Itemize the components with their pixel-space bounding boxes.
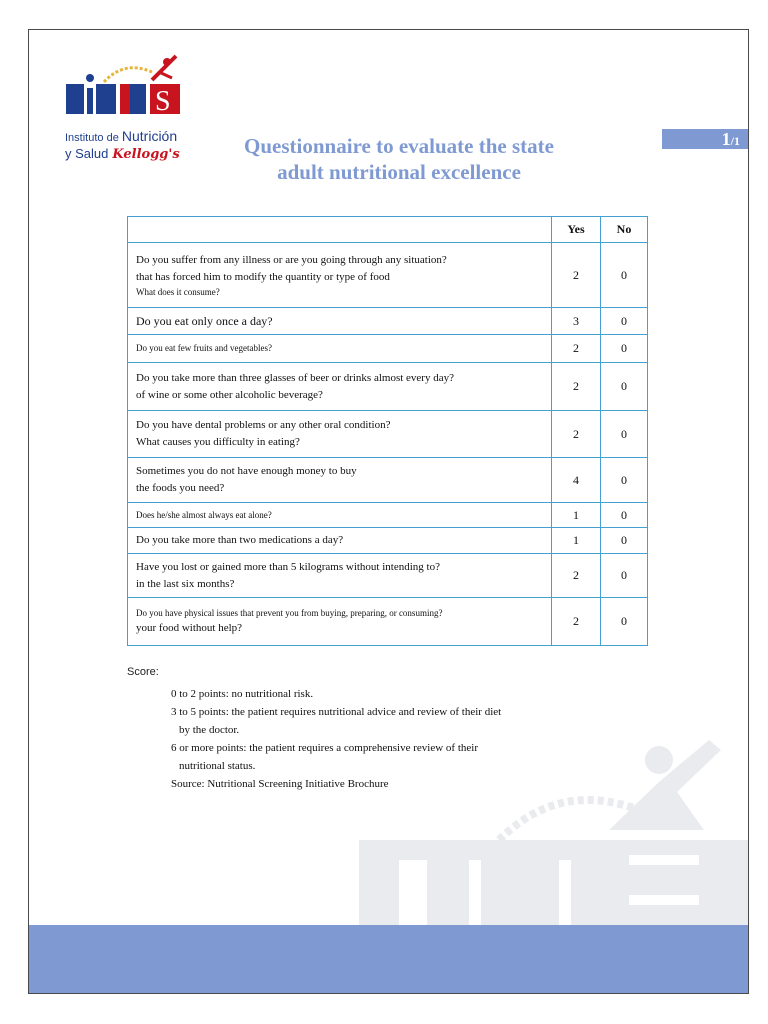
table-row	[128, 243, 648, 308]
table-row	[128, 598, 648, 646]
no-score: 0	[601, 243, 648, 308]
table-row	[128, 308, 648, 335]
score-item-1: 0 to 2 points: no nutritional risk.	[171, 688, 314, 700]
no-score: 0	[601, 411, 648, 458]
score-source: Source: Nutritional Screening Initiative Brochure	[171, 778, 389, 790]
score-item-2-cont: by the doctor.	[179, 724, 240, 736]
ins-logo	[64, 50, 204, 160]
yes-score: 1	[552, 528, 601, 554]
header-no: No	[601, 217, 648, 243]
no-score: 0	[601, 598, 648, 646]
no-score: 0	[601, 458, 648, 503]
table-row	[128, 554, 648, 598]
no-score: 0	[601, 554, 648, 598]
no-score: 0	[601, 335, 648, 363]
yes-score: 2	[552, 411, 601, 458]
no-score: 0	[601, 528, 648, 554]
yes-score: 3	[552, 308, 601, 335]
header-question	[128, 217, 552, 243]
questionnaire-table	[127, 216, 648, 646]
question-cell: Have you lost or gained more than 5 kilograms without intending to? in the last six months?	[128, 554, 552, 598]
yes-score: 2	[552, 363, 601, 411]
score-label: Score:	[127, 666, 159, 678]
no-score: 0	[601, 503, 648, 528]
ins-logo-mark	[64, 50, 184, 125]
yes-score: 4	[552, 458, 601, 503]
header-yes: Yes	[552, 217, 601, 243]
score-item-3-cont: nutritional status.	[179, 760, 256, 772]
question-cell: Do you eat only once a day?	[128, 308, 552, 335]
logo-institute-name-2: y Salud Kellogg's	[65, 146, 180, 162]
yes-score: 2	[552, 598, 601, 646]
table-row	[128, 528, 648, 554]
table-header-row	[128, 217, 648, 243]
no-score: 0	[601, 308, 648, 335]
question-cell: Does he/she almost always eat alone?	[128, 503, 552, 528]
question-cell: Do you have physical issues that prevent you from buying, preparing, or consuming? your food without help?	[128, 598, 552, 646]
table-row	[128, 335, 648, 363]
score-item-3: 6 or more points: the patient requires a comprehensive review of their	[171, 742, 478, 754]
logo-institute-name: Instituto de Nutrición	[65, 128, 178, 144]
svg-text:S: S	[155, 86, 171, 117]
footer-band	[29, 925, 748, 993]
title-line-1: Questionnaire to evaluate the state	[244, 134, 554, 158]
document-page	[28, 29, 749, 994]
yes-score: 1	[552, 503, 601, 528]
table-row	[128, 411, 648, 458]
yes-score: 2	[552, 554, 601, 598]
yes-score: 2	[552, 335, 601, 363]
question-cell: Sometimes you do not have enough money to buy the foods you need?	[128, 458, 552, 503]
kelloggs-logo: Kellogg's	[112, 147, 180, 162]
ins-watermark-logo	[359, 720, 749, 940]
score-item-2: 3 to 5 points: the patient requires nutritional advice and review of their diet	[171, 706, 502, 718]
table-row	[128, 503, 648, 528]
page-title	[219, 133, 579, 185]
title-line-2: adult nutritional excellence	[277, 160, 521, 184]
page-number-badge: 1/1	[662, 129, 748, 149]
question-cell: Do you suffer from any illness or are you going through any situation? that has forced him to modify the quantity or type of food What does it consume?	[128, 243, 552, 308]
question-cell: Do you eat few fruits and vegetables?	[128, 335, 552, 363]
question-cell: Do you have dental problems or any other oral condition? What causes you difficulty in eating?	[128, 411, 552, 458]
table-row	[128, 363, 648, 411]
question-cell: Do you take more than two medications a day?	[128, 528, 552, 554]
no-score: 0	[601, 363, 648, 411]
yes-score: 2	[552, 243, 601, 308]
table-row	[128, 458, 648, 503]
question-cell: Do you take more than three glasses of beer or drinks almost every day? of wine or some other alcoholic beverage?	[128, 363, 552, 411]
